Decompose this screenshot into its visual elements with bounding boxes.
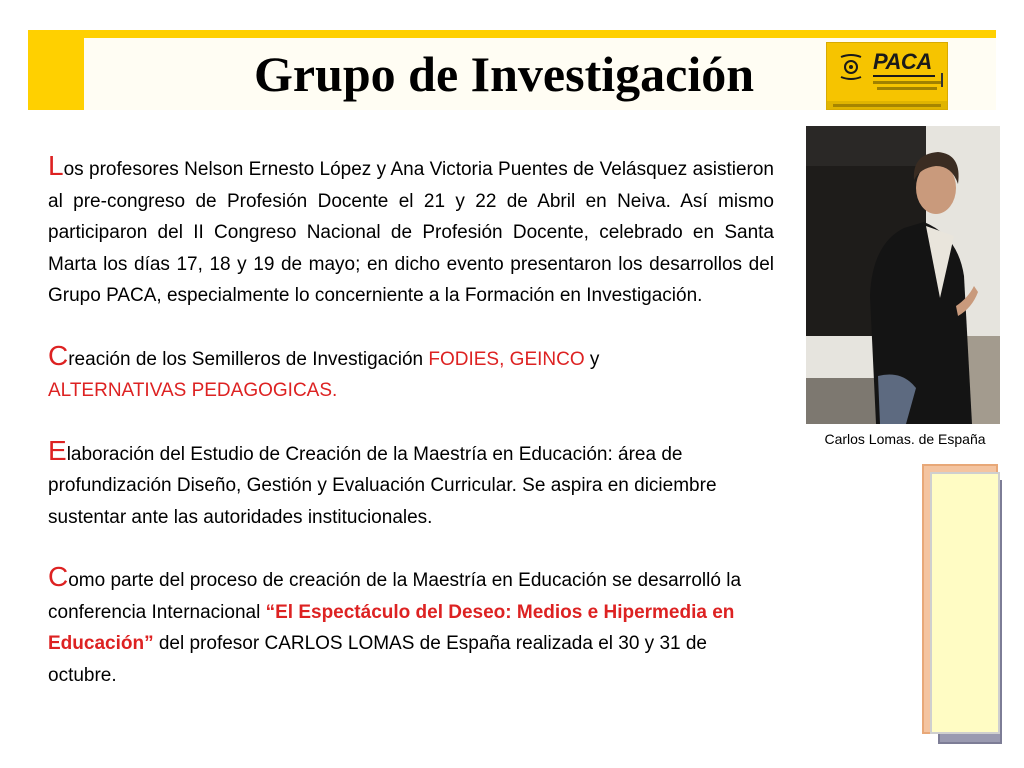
logo-underline [873, 75, 935, 77]
page-title: Grupo de Investigación [253, 46, 755, 102]
drop-cap: L [48, 150, 64, 181]
speaker-photo [806, 126, 1000, 424]
drop-cap: E [48, 434, 67, 466]
logo-mark [941, 73, 943, 87]
logo-fine-print [873, 81, 943, 84]
highlight-groups: ALTERNATIVAS PEDAGOGICAS. [48, 380, 338, 401]
paragraph-text: laboración del Estudio de Creación de la Maestría en Educación: área de profundización Diseño, Gestión y Evaluación Curricular. Se aspira en diciembre sustentar ante las autoridades institucionales. [48, 443, 717, 528]
highlight-groups: FODIES, GEINCO [428, 348, 585, 370]
bee-icon [837, 51, 865, 83]
paragraph-text-after: del profesor CARLOS LOMAS de España realizada el 30 y 31 de octubre. [48, 633, 707, 686]
drop-cap: C [48, 561, 69, 592]
logo-fine-print [877, 87, 937, 90]
connector-text: y [584, 348, 600, 370]
logo-footer-band [827, 101, 947, 109]
decorative-panel-front [930, 472, 1000, 734]
photo-caption: Carlos Lomas. de España [824, 431, 986, 447]
logo-text: PACA [873, 49, 932, 74]
paragraph-text: os profesores Nelson Ernesto López y Ana Victoria Puentes de Velásquez asistieron al pre-congreso de Profesión Docente el 21 y 22 de Abril en Neiva. Así mismo participaron del II Congreso Nacional de Profesión Docente, celebrado en Santa Marta los días 17, 18 y 19 de mayo; en dicho evento presentaron los desarrollos del Grupo PACA, especialmente lo concerniente a la Formación en Investigación. [48, 159, 774, 306]
logo-footer-print [833, 104, 941, 107]
paragraph-congress [48, 150, 774, 312]
paragraph-seedbeds [48, 340, 774, 407]
paragraph-conference [48, 561, 774, 691]
drop-cap: C [48, 339, 69, 371]
paragraph-text: omo parte del proceso de creación de la Maestría en Educación se desarrolló la conferencia Internacional [48, 570, 742, 623]
paragraph-masters-study [48, 435, 774, 534]
conference-title: “El Espectáculo del Deseo: Medios e Hipermedia en Educación” [48, 601, 735, 654]
paragraph-text: reación de los Semilleros de Investigación [68, 348, 429, 370]
paca-logo [826, 42, 948, 110]
speaker-photo-image [806, 126, 1000, 424]
main-content [48, 150, 774, 719]
